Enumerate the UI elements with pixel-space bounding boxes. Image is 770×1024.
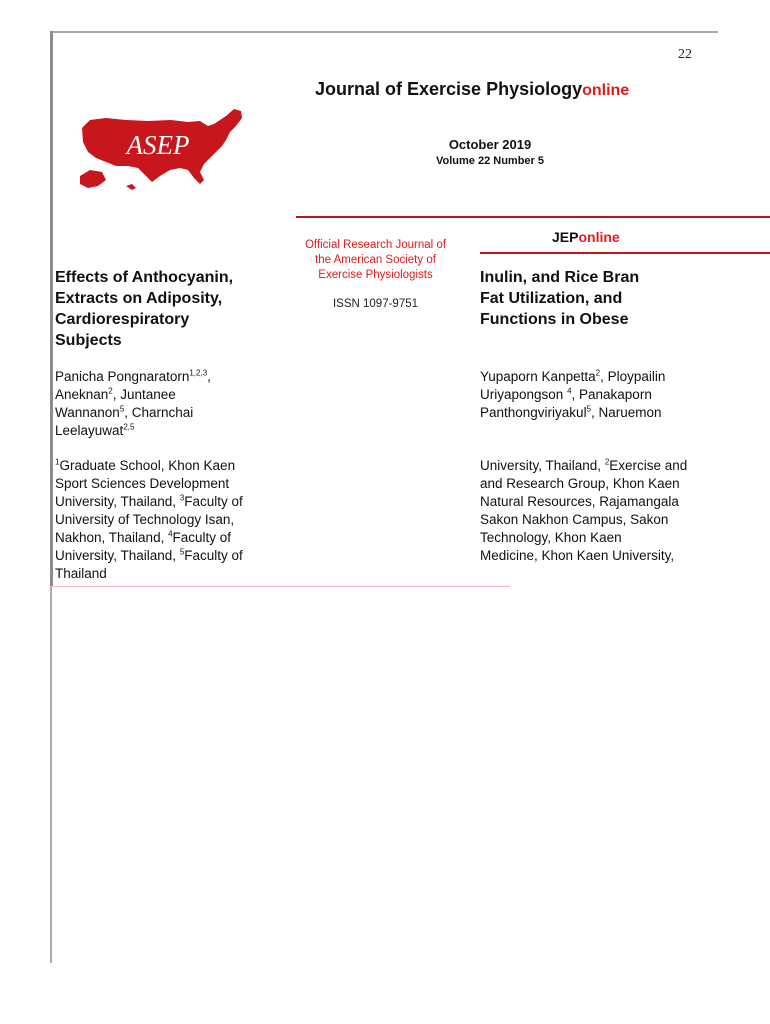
authors-right bbox=[480, 368, 740, 422]
author-line: Wannanon$^5$, Charnchai bbox=[55, 404, 194, 420]
affiliation-line: Technology, Khon Kaen bbox=[480, 530, 622, 545]
alaska-shape bbox=[80, 170, 106, 188]
issn: ISSN 1097-9751 bbox=[332, 298, 419, 310]
title-line: Functions in Obese bbox=[480, 311, 629, 328]
title-line: Effects of Anthocyanin, bbox=[55, 269, 234, 286]
page-left-border-emphasis bbox=[50, 31, 53, 586]
issue-date: October 2019 bbox=[448, 137, 532, 152]
affiliation-line: and Research Group, Khon Kaen bbox=[480, 476, 680, 491]
official-line: Exercise Physiologists bbox=[318, 269, 433, 281]
official-line: Official Research Journal of bbox=[304, 239, 447, 251]
article-title-right bbox=[480, 267, 740, 330]
title-line: Fat Utilization, and bbox=[480, 290, 623, 307]
affiliation-line: University of Technology Isan, bbox=[55, 512, 235, 527]
affiliation-line: Sport Sciences Development bbox=[55, 476, 230, 491]
article-title-left bbox=[55, 267, 295, 351]
journal-title bbox=[315, 79, 629, 100]
content-bottom-rule bbox=[50, 586, 510, 587]
title-line: Inulin, and Rice Bran bbox=[480, 269, 640, 286]
jep-online-badge bbox=[552, 229, 620, 245]
page-number: 22 bbox=[678, 47, 692, 62]
affiliation-line: Medicine, Khon Kaen University, bbox=[480, 548, 675, 563]
author-line: Panicha Pongnaratorn$^{1,2,3}$, bbox=[55, 368, 211, 384]
affiliation-line: Sakon Nakhon Campus, Sakon bbox=[480, 512, 669, 527]
title-line: Cardiorespiratory bbox=[55, 311, 190, 328]
title-line: Subjects bbox=[55, 332, 122, 349]
affiliation-line: University, Thailand, $^3$Faculty of bbox=[55, 493, 243, 509]
affiliations-right bbox=[480, 457, 740, 565]
jep-rule bbox=[480, 252, 770, 254]
affiliation-line: Nakhon, Thailand, $^4$Faculty of bbox=[55, 529, 232, 545]
affiliation-line: Thailand bbox=[55, 566, 107, 581]
official-journal-statement bbox=[293, 238, 458, 283]
jep-badge-prefix: JEP bbox=[552, 229, 579, 245]
author-line: Yupaporn Kanpetta$^2$, Ploypailin bbox=[480, 368, 666, 384]
author-line: Aneknan$^2$, Juntanee bbox=[55, 386, 176, 402]
logo-text: ASEP bbox=[126, 130, 190, 160]
page-top-border bbox=[50, 31, 718, 33]
journal-title-online: online bbox=[582, 82, 630, 99]
official-line: the American Society of bbox=[315, 254, 436, 266]
affiliations-left bbox=[55, 457, 285, 583]
hawaii-shape bbox=[126, 184, 136, 190]
affiliation-line: $^1$Graduate School, Khon Kaen bbox=[55, 457, 236, 473]
author-line: Leelayuwat$^{2,5}$ bbox=[55, 422, 135, 438]
header-rule bbox=[296, 216, 770, 218]
author-line: Uriyapongson $^4$, Panakaporn bbox=[480, 386, 652, 402]
issue-volume: Volume 22 Number 5 bbox=[436, 155, 544, 167]
journal-title-main: Journal of Exercise Physiology bbox=[315, 79, 583, 99]
authors-left bbox=[55, 368, 285, 440]
author-line: Panthongviriyakul$^5$, Naruemon bbox=[480, 404, 662, 420]
jep-badge-suffix: online bbox=[578, 229, 620, 245]
title-line: Extracts on Adiposity, bbox=[55, 290, 223, 307]
affiliation-line: University, Thailand, $^5$Faculty of bbox=[55, 547, 243, 563]
affiliation-line: Natural Resources, Rajamangala bbox=[480, 494, 679, 509]
affiliation-line: University, Thailand, $^2$Exercise and bbox=[480, 457, 688, 473]
